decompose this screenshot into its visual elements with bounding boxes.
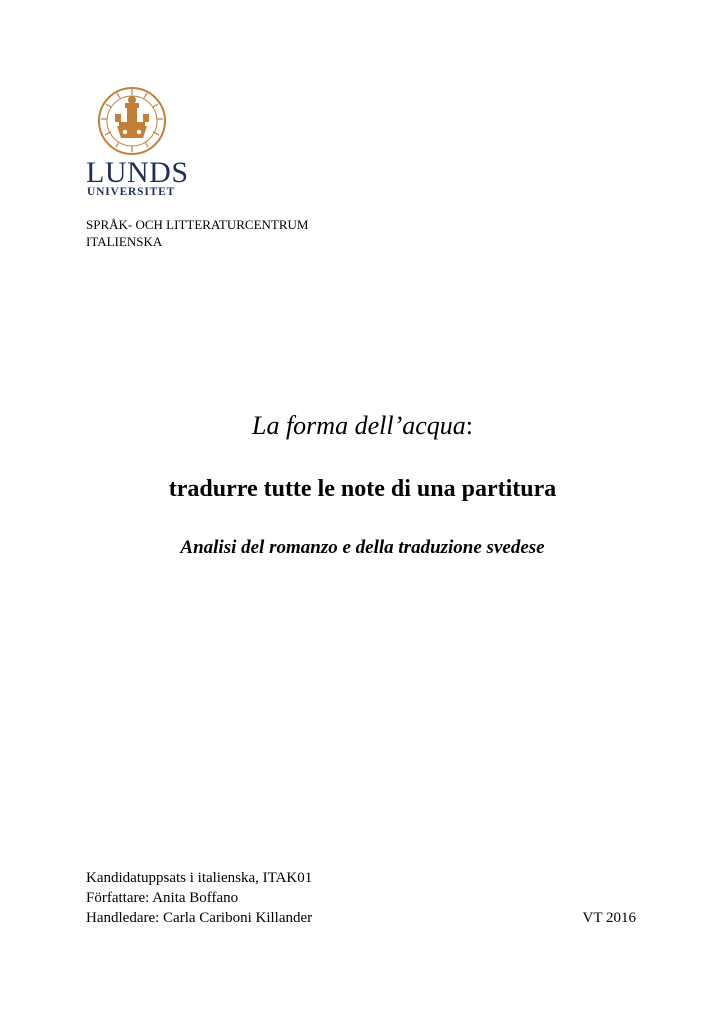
logo-wordmark-universitet: UNIVERSITET: [87, 186, 176, 198]
department-name: SPRÅK- OCH LITTERATURCENTRUM: [86, 217, 309, 232]
thesis-subtitle: tradurre tutte le note di una partitura: [168, 476, 557, 502]
lund-university-logo: [86, 86, 189, 198]
thesis-metadata: [86, 868, 636, 928]
thesis-secondary-subtitle: Analisi del romanzo e della traduzione svedese: [180, 537, 545, 558]
supervisor-text: Handledare: Carla Cariboni Killander: [86, 910, 313, 926]
department-subject: ITALIENSKA: [86, 234, 163, 249]
supervisor-line: [86, 908, 636, 928]
course-text: Kandidatuppsats i italienska, ITAK01: [86, 870, 313, 886]
course-line: [86, 868, 636, 888]
logo-wordmark-lunds: LUNDS: [86, 156, 189, 189]
thesis-title: [0, 410, 725, 442]
thesis-title-italic: La forma dell’acqua: [252, 411, 466, 440]
thesis-title-colon: :: [465, 411, 473, 440]
term-text: VT 2016: [582, 910, 636, 926]
author-text: Författare: Anita Boffano: [86, 890, 239, 906]
author-line: [86, 888, 636, 908]
department-block: [86, 216, 308, 250]
university-seal-icon: [97, 86, 167, 156]
